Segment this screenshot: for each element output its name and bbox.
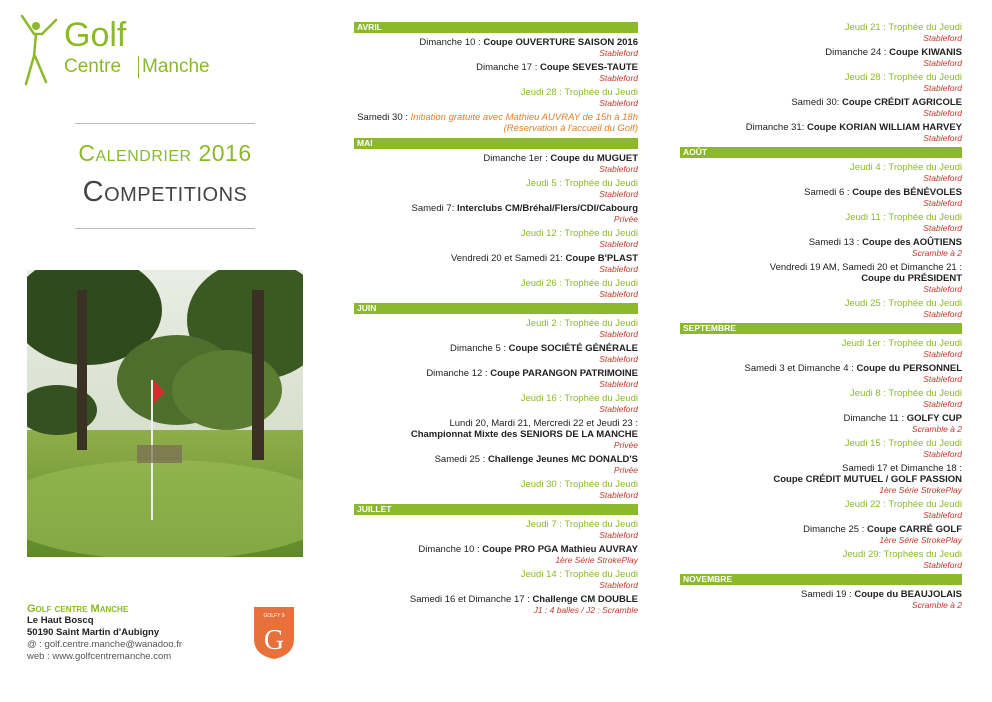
event-format: 1ère Série StrokePlay <box>879 535 962 545</box>
event-title <box>680 187 962 198</box>
event-date: Dimanche 31: <box>745 122 807 133</box>
event-date: Jeudi 22 : Trophée du Jeudi <box>844 499 962 510</box>
event-name: Coupe du PRÉSIDENT <box>861 273 962 284</box>
event-format: Stableford <box>923 198 962 208</box>
event-name: Coupe des AOÛTIENS <box>862 237 962 248</box>
calendar-event <box>680 438 962 459</box>
calendar-event <box>354 343 638 364</box>
calendar-event <box>680 413 962 434</box>
event-format: Stableford <box>923 510 962 520</box>
calendar-event <box>680 524 962 545</box>
event-date: Jeudi 15 : Trophée du Jeudi <box>844 438 962 449</box>
left-panel <box>0 0 330 702</box>
event-format: Stableford <box>599 379 638 389</box>
calendar-event <box>680 262 962 294</box>
event-format: Stableford <box>923 173 962 183</box>
event-date: Jeudi 14 : Trophée du Jeudi <box>520 569 638 580</box>
calendar-event <box>680 97 962 118</box>
club-address2: 50190 Saint Martin d'Aubigny <box>27 627 160 638</box>
calendar-event <box>680 549 962 570</box>
calendar-event <box>680 47 962 68</box>
club-name: Golf centre Manche <box>27 603 129 615</box>
event-title <box>354 594 638 605</box>
event-date: Jeudi 2 : Trophée du Jeudi <box>526 318 638 329</box>
event-title <box>354 87 638 98</box>
event-format: Stableford <box>923 399 962 409</box>
month-header: AOÛT <box>680 147 962 158</box>
event-name: Challenge Jeunes MC DONALD'S <box>487 454 638 465</box>
event-title <box>680 413 962 424</box>
event-title <box>680 72 962 83</box>
event-name: Coupe du BEAUJOLAIS <box>854 589 962 600</box>
logo-golf-text: Golf <box>64 16 127 54</box>
golf-course-photo <box>27 270 303 557</box>
event-format: Stableford <box>923 83 962 93</box>
event-name: GOLFY CUP <box>906 413 962 424</box>
event-format: Stableford <box>923 133 962 143</box>
event-format: Stableford <box>599 48 638 58</box>
event-format: Stableford <box>923 223 962 233</box>
event-name: Coupe CRÉDIT AGRICOLE <box>842 97 962 108</box>
event-title <box>680 363 962 374</box>
event-title <box>354 203 638 214</box>
calendar-event <box>354 519 638 540</box>
event-title <box>354 62 638 73</box>
calendar-event <box>354 569 638 590</box>
calendar-event <box>354 112 638 134</box>
event-name: Coupe PRO PGA Mathieu AUVRAY <box>482 544 638 555</box>
event-title <box>354 178 638 189</box>
calendar-event <box>354 228 638 249</box>
event-date: Jeudi 11 : Trophée du Jeudi <box>845 212 962 223</box>
golfy-badge-icon <box>252 605 296 661</box>
event-title <box>680 212 962 223</box>
event-format: Stableford <box>599 580 638 590</box>
event-title <box>680 589 962 600</box>
event-title <box>354 228 638 239</box>
calendar-event <box>354 393 638 414</box>
event-date: Vendredi 20 et Samedi 21: <box>450 253 566 264</box>
calendar-event <box>354 479 638 500</box>
calendar-event <box>354 203 638 224</box>
event-title <box>354 112 638 134</box>
calendar-event <box>680 237 962 258</box>
event-name: Interclubs CM/Bréhal/Flers/CDI/Cabourg <box>456 203 638 214</box>
event-title <box>680 338 962 349</box>
event-name: Coupe B'PLAST <box>565 253 638 264</box>
event-format: 1ère Série StrokePlay <box>555 555 638 565</box>
event-format: Stableford <box>923 33 962 43</box>
event-date: Dimanche 17 : <box>476 62 540 73</box>
event-title <box>354 569 638 580</box>
event-format: Privée <box>613 214 638 224</box>
event-format: Stableford <box>923 309 962 319</box>
event-title <box>680 549 962 560</box>
event-format: Stableford <box>599 264 638 274</box>
event-name: Coupe du PERSONNEL <box>856 363 962 374</box>
event-date: Jeudi 29: Trophées du Jeudi <box>842 549 962 560</box>
event-format: Stableford <box>599 354 638 364</box>
event-format: Scramble à 2 <box>911 424 962 434</box>
calendar-event <box>354 253 638 274</box>
event-date: Dimanche 10 : <box>418 544 483 555</box>
badge-top-text: GOLFY 9 <box>263 613 285 619</box>
month-header: JUILLET <box>354 504 638 515</box>
logo-manche-text: Manche <box>138 56 210 78</box>
event-title <box>680 97 962 108</box>
event-date: Jeudi 21 : Trophée du Jeudi <box>844 22 962 33</box>
event-date: Jeudi 25 : Trophée du Jeudi <box>844 298 962 309</box>
month-header: NOVEMBRE <box>680 574 962 585</box>
event-format: Stableford <box>599 404 638 414</box>
calendar-event <box>354 87 638 108</box>
calendar-event <box>354 62 638 83</box>
event-date: Dimanche 24 : <box>825 47 890 58</box>
event-date: Dimanche 25 : <box>803 524 867 535</box>
month-header: AVRIL <box>354 22 638 33</box>
event-name: Coupe CRÉDIT MUTUEL / GOLF PASSION <box>773 474 962 485</box>
calendar-event <box>680 499 962 520</box>
event-format: Privée <box>613 440 638 450</box>
event-name: Coupe SOCIÉTÉ GÉNÉRALE <box>508 343 638 354</box>
event-format: Stableford <box>599 289 638 299</box>
event-format: Scramble à 2 <box>911 248 962 258</box>
event-date: Samedi 16 et Dimanche 17 : <box>409 594 533 605</box>
calendar-event <box>354 178 638 199</box>
calendar-event <box>680 363 962 384</box>
event-name: Coupe CARRÉ GOLF <box>867 524 962 535</box>
event-title <box>680 22 962 33</box>
divider-top <box>75 123 255 124</box>
calendar-event <box>680 122 962 143</box>
event-format: Stableford <box>599 73 638 83</box>
calendar-event <box>680 338 962 359</box>
event-title <box>354 368 638 379</box>
event-date: Jeudi 30 : Trophée du Jeudi <box>520 479 638 490</box>
event-date: Samedi 17 et Dimanche 18 : <box>842 463 962 474</box>
event-format: Stableford <box>923 449 962 459</box>
event-date: Samedi 19 : <box>800 589 855 600</box>
event-format: Stableford <box>923 58 962 68</box>
event-title <box>354 318 638 329</box>
event-date: Jeudi 16 : Trophée du Jeudi <box>520 393 638 404</box>
calendar-event <box>680 212 962 233</box>
event-date: Samedi 30: <box>791 97 843 108</box>
event-date: Lundi 20, Mardi 21, Mercredi 22 et Jeudi 23 : <box>449 418 638 429</box>
event-title <box>354 253 638 264</box>
event-title <box>680 463 962 485</box>
calendar-event <box>354 418 638 450</box>
event-date: Samedi 13 : <box>808 237 863 248</box>
calendar-event <box>680 463 962 495</box>
event-date: Jeudi 7 : Trophée du Jeudi <box>526 519 638 530</box>
event-date: Samedi 6 : <box>804 187 853 198</box>
event-date: Jeudi 5 : Trophée du Jeudi <box>526 178 638 189</box>
event-format: Stableford <box>923 560 962 570</box>
event-format: Stableford <box>923 374 962 384</box>
event-date: Dimanche 10 : <box>419 37 484 48</box>
calendar-event <box>680 388 962 409</box>
event-format: Scramble à 2 <box>911 600 962 610</box>
event-format: Stableford <box>599 239 638 249</box>
club-email[interactable]: @ : golf.centre.manche@wanadoo.fr <box>27 639 183 650</box>
event-format: Stableford <box>923 108 962 118</box>
month-header: MAI <box>354 138 638 149</box>
event-date: Jeudi 8 : Trophée du Jeudi <box>850 388 962 399</box>
event-title <box>354 153 638 164</box>
calendar-event <box>680 187 962 208</box>
event-date: Samedi 25 : <box>434 454 488 465</box>
event-title <box>354 393 638 404</box>
logo-centre-text: Centre <box>64 56 122 77</box>
calendar-event <box>680 589 962 610</box>
event-name: Coupe KIWANIS <box>889 47 962 58</box>
calendar-event <box>354 544 638 565</box>
event-date: Jeudi 28 : Trophée du Jeudi <box>844 72 962 83</box>
event-date: Jeudi 28 : Trophée du Jeudi <box>520 87 638 98</box>
event-date: Jeudi 26 : Trophée du Jeudi <box>520 278 638 289</box>
event-date: Dimanche 11 : <box>843 413 907 424</box>
calendar-event <box>680 162 962 183</box>
event-title <box>354 343 638 354</box>
event-title <box>680 237 962 248</box>
event-format: 1ère Série StrokePlay <box>879 485 962 495</box>
event-format: Stableford <box>599 490 638 500</box>
calendar-event <box>354 368 638 389</box>
month-header: JUIN <box>354 303 638 314</box>
event-format: Privée <box>613 465 638 475</box>
event-date: Vendredi 19 AM, Samedi 20 et Dimanche 21 : <box>769 262 962 273</box>
event-name: Coupe PARANGON PATRIMOINE <box>490 368 638 379</box>
event-title <box>680 262 962 284</box>
event-format: Stableford <box>599 329 638 339</box>
calendar-event <box>354 454 638 475</box>
calendar-event <box>354 594 638 615</box>
event-date: Jeudi 12 : Trophée du Jeudi <box>520 228 638 239</box>
event-name: Coupe du MUGUET <box>550 153 638 164</box>
calendar-event <box>680 298 962 319</box>
calendar-event <box>354 318 638 339</box>
calendar-event <box>354 37 638 58</box>
event-format: Stableford <box>923 284 962 294</box>
event-title <box>354 37 638 48</box>
event-title <box>680 499 962 510</box>
event-date: Jeudi 1er : Trophée du Jeudi <box>841 338 962 349</box>
event-date: Jeudi 4 : Trophée du Jeudi <box>850 162 962 173</box>
event-title <box>680 524 962 535</box>
event-name: Coupe des BÉNÉVOLES <box>852 187 962 198</box>
event-date: Dimanche 12 : <box>426 368 491 379</box>
badge-letter: G <box>263 625 285 656</box>
divider-bottom <box>75 228 255 229</box>
event-format: Stableford <box>599 189 638 199</box>
event-title <box>680 388 962 399</box>
club-address1: Le Haut Boscq <box>27 615 94 626</box>
event-date: Samedi 3 et Dimanche 4 : <box>744 363 857 374</box>
event-format: J1 : 4 balles / J2 : Scramble <box>533 605 638 615</box>
event-name: Challenge CM DOUBLE <box>532 594 638 605</box>
event-title <box>354 278 638 289</box>
event-date: Dimanche 5 : <box>450 343 509 354</box>
golfer-icon <box>16 12 64 88</box>
event-title <box>680 162 962 173</box>
event-date: Samedi 30 : <box>357 112 411 123</box>
event-title <box>680 438 962 449</box>
event-title <box>680 298 962 309</box>
title-competitions: Competitions <box>82 176 248 208</box>
event-format: Stableford <box>923 349 962 359</box>
event-title <box>354 454 638 465</box>
event-format: Stableford <box>599 164 638 174</box>
month-header: SEPTEMBRE <box>680 323 962 334</box>
event-name: Coupe OUVERTURE SAISON 2016 <box>483 37 638 48</box>
event-date: Samedi 7: <box>411 203 457 214</box>
title-calendrier: Calendrier 2016 <box>78 140 252 166</box>
event-title <box>680 47 962 58</box>
logo <box>16 12 216 92</box>
event-title <box>680 122 962 133</box>
event-name: Championnat Mixte des SENIORS DE LA MANCHE <box>410 429 638 440</box>
event-format: Stableford <box>599 530 638 540</box>
calendar-event <box>354 153 638 174</box>
event-date: Dimanche 1er : <box>483 153 551 164</box>
club-info <box>27 603 182 663</box>
event-title <box>354 479 638 490</box>
event-title <box>354 519 638 530</box>
event-note: Initiation gratuite avec Mathieu AUVRAY de 15h à 18h (Réservation à l'accueil du Golf) <box>410 112 638 134</box>
calendar-event <box>680 22 962 43</box>
event-format: Stableford <box>599 98 638 108</box>
event-name: Coupe SEVES-TAUTE <box>540 62 638 73</box>
event-title <box>354 544 638 555</box>
calendar-column-2 <box>680 22 962 614</box>
event-title <box>354 418 638 440</box>
calendar-event <box>680 72 962 93</box>
calendar-column-1 <box>354 22 638 619</box>
calendar-event <box>354 278 638 299</box>
club-web[interactable]: web : www.golfcentremanche.com <box>27 651 172 662</box>
event-name: Coupe KORIAN WILLIAM HARVEY <box>807 122 962 133</box>
